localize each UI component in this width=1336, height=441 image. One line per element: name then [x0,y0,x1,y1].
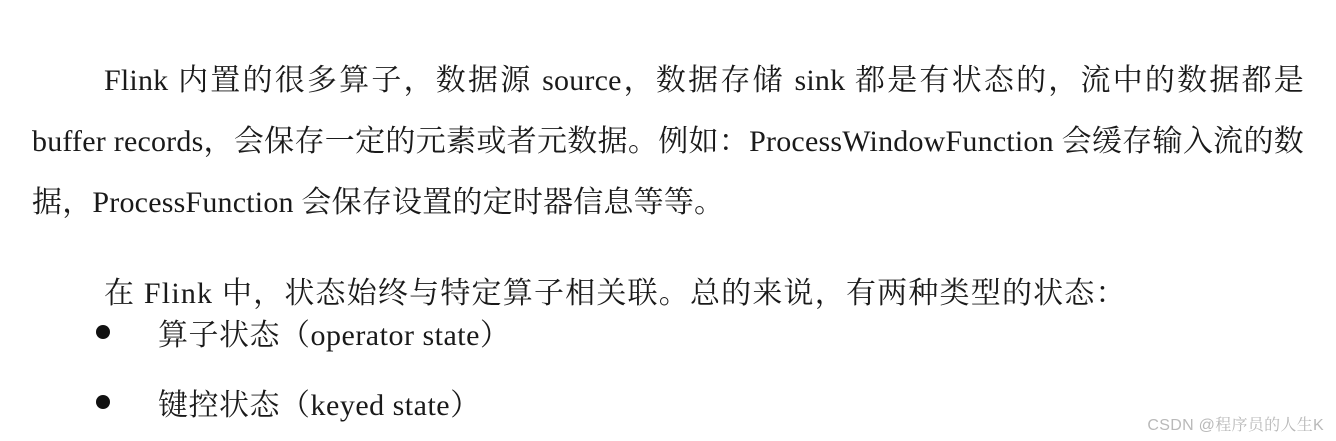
watermark: CSDN @程序员的人生K [1147,417,1324,434]
paragraph-2: 在 Flink 中，状态始终与特定算子相关联。总的来说，有两种类型的状态： [104,277,1127,310]
list-item-label: 算子状态（operator state） [158,319,511,352]
list-item [96,305,510,366]
paragraph-1: Flink 内置的很多算子，数据源 source，数据存储 sink 都是有状态的，流中的数据都是 buffer records，会保存一定的元素或者元数据。例如：ProcessWindowFunction 会缓存输入流的数据，ProcessFunction 会保存设置的定时器信息等等。 [32,64,1304,219]
list-item-label: 键控状态（keyed state） [158,389,481,422]
bullet-dot-icon [96,325,110,339]
bullet-dot-icon [96,395,110,409]
list-item [96,375,481,436]
